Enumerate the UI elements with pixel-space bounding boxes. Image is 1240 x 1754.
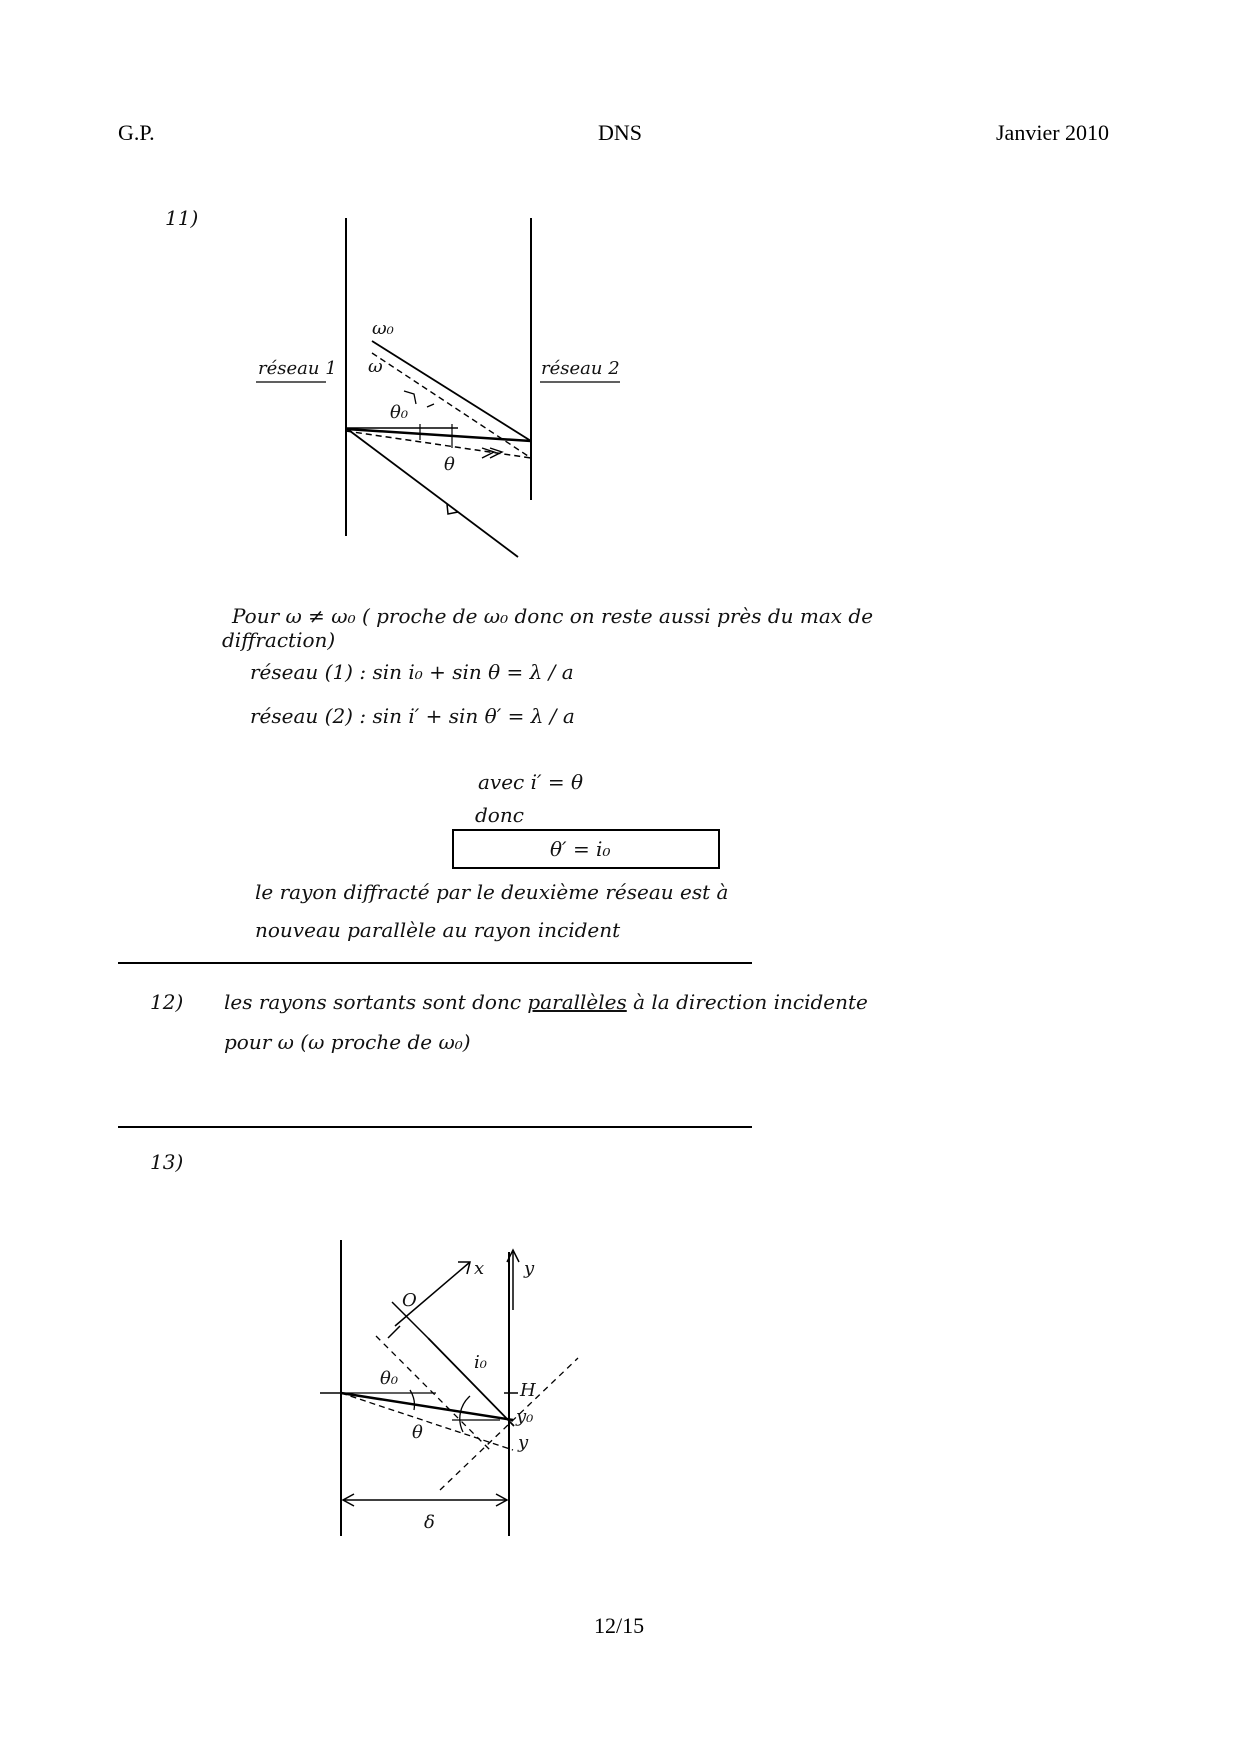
label-omega0: ω₀ — [372, 318, 394, 339]
q11-reseau-1-equation: réseau (1) : sin i₀ + sin θ = λ / a — [250, 660, 574, 684]
label-reseau-2: réseau 2 — [541, 358, 620, 379]
q11-result: θ′ = i₀ — [550, 837, 611, 861]
label-H: H — [520, 1380, 536, 1401]
label-theta: θ — [444, 454, 455, 475]
q12-parallel: parallèles — [527, 990, 627, 1014]
label-x: x — [474, 1258, 485, 1279]
q12-line-1-end: à la direction incidente — [633, 990, 868, 1014]
label-y0: y₀ — [516, 1406, 534, 1427]
q11-line-diffraction: diffraction) — [222, 628, 336, 652]
label-omega: ω — [368, 356, 383, 377]
header-title: DNS — [598, 120, 643, 145]
q11-line-pour: Pour ω ≠ ω₀ ( proche de ω₀ donc on reste aussi près du max de — [232, 604, 874, 628]
question-11-number: 11) — [165, 206, 199, 230]
ray-theta0 — [341, 1393, 513, 1420]
label-theta0-q13: θ₀ — [380, 1368, 399, 1389]
q11-donc: donc — [475, 803, 524, 827]
label-O: O — [402, 1290, 417, 1311]
question-13-number: 13) — [150, 1150, 184, 1174]
q11-conclusion-line-1: le rayon diffracté par le deuxième réseau est à — [255, 880, 729, 904]
q12-line-2: pour ω (ω proche de ω₀) — [224, 1030, 471, 1054]
label-theta0: θ₀ — [390, 402, 409, 423]
q11-conclusion-line-2: nouveau parallèle au rayon incident — [255, 918, 621, 942]
label-i0: i₀ — [474, 1352, 487, 1373]
ray-theta — [341, 1393, 513, 1450]
q12-line-1-start: les rayons sortants sont donc — [224, 990, 522, 1014]
q11-reseau-2-equation: réseau (2) : sin i′ + sin θ′ = λ / a — [250, 704, 575, 728]
header-date: Janvier 2010 — [996, 120, 1110, 145]
header-author: G.P. — [118, 120, 155, 145]
label-y-axis: y — [524, 1258, 535, 1279]
label-reseau-1: réseau 1 — [258, 358, 337, 379]
label-distance: δ — [424, 1512, 435, 1533]
page-number: 12/15 — [594, 1613, 645, 1638]
label-theta-q13: θ — [412, 1422, 423, 1443]
label-y: y — [518, 1432, 529, 1453]
question-12-number: 12) — [150, 990, 184, 1014]
q11-avec: avec i′ = θ — [478, 770, 584, 794]
